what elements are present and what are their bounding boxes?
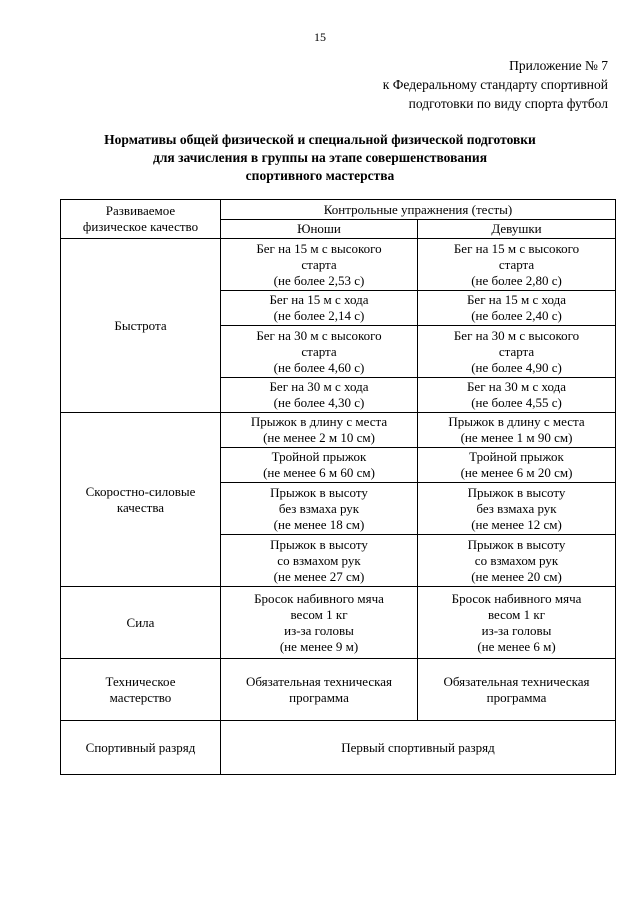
- boys-norm-line: Бег на 30 м с высокого: [256, 327, 382, 343]
- girls-norm-line: без взмаха рук: [476, 500, 557, 516]
- girls-norm-cell: [418, 448, 616, 483]
- girls-norm-line: (не более 4,55 с): [471, 395, 562, 410]
- appendix-line: Приложение № 7: [509, 58, 608, 73]
- header-quality-line: Развиваемое: [105, 203, 176, 218]
- boys-norm-line: Прыжок в высоту: [270, 536, 368, 552]
- girls-norm-line: старта: [498, 256, 535, 272]
- girls-norm-line: Прыжок в высоту: [467, 536, 566, 552]
- quality-cell: [61, 659, 221, 721]
- girls-norm-cell: [418, 326, 616, 378]
- quality-line: Сила: [126, 614, 155, 630]
- girls-norm-line: Бег на 30 м с высокого: [453, 327, 580, 343]
- header-quality-cell: [61, 200, 221, 239]
- rank-row: [61, 721, 616, 775]
- girls-norm-line: Бег на 30 м с хода: [466, 379, 567, 394]
- girls-norm-line: Прыжок в длину с места: [448, 414, 585, 429]
- girls-norm-line: (не более 4,90 с): [471, 359, 562, 375]
- girls-norm-cell: [418, 378, 616, 413]
- boys-norm-line: программа: [289, 689, 349, 705]
- girls-norm-cell: [418, 587, 616, 659]
- document-title: [0, 131, 640, 185]
- boys-norm-line: со взмахом рук: [277, 552, 361, 568]
- girls-norm-line: (не более 2,80 с): [471, 272, 562, 288]
- boys-norm-line: Прыжок в высоту: [270, 484, 368, 500]
- girls-norm-line: Обязательная техническая: [443, 673, 590, 689]
- girls-norm-line: (не более 2,40 с): [471, 308, 562, 323]
- boys-norm-cell: [221, 378, 418, 413]
- boys-norm-cell: [221, 448, 418, 483]
- girls-norm-cell: [418, 535, 616, 587]
- quality-cell: [61, 413, 221, 587]
- header-quality-line: физическое качество: [82, 219, 199, 234]
- boys-norm-line: Обязательная техническая: [245, 673, 392, 689]
- boys-norm-line: (не более 4,30 с): [273, 395, 365, 410]
- appendix-note: [383, 56, 608, 113]
- girls-norm-cell: [418, 239, 616, 291]
- girls-norm-cell: [418, 659, 616, 721]
- title-line: Нормативы общей физической и специальной физической подготовки: [104, 132, 536, 147]
- boys-norm-line: без взмаха рук: [278, 500, 360, 516]
- girls-norm-line: (не менее 12 см): [471, 516, 562, 532]
- boys-norm-line: старта: [301, 343, 337, 359]
- boys-norm-cell: [221, 535, 418, 587]
- girls-norm-line: (не менее 6 м): [477, 638, 556, 654]
- girls-norm-line: из-за головы: [481, 622, 552, 638]
- boys-norm-line: Бег на 15 м с хода: [269, 292, 369, 307]
- girls-norm-line: Тройной прыжок: [469, 449, 564, 464]
- header-boys-cell: Юноши: [221, 220, 418, 239]
- boys-norm-line: (не менее 18 см): [273, 516, 365, 532]
- rank-value-cell: Первый спортивный разряд: [221, 721, 616, 775]
- boys-norm-line: весом 1 кг: [290, 606, 348, 622]
- girls-norm-line: программа: [486, 689, 547, 705]
- girls-norm-cell: [418, 413, 616, 448]
- appendix-line: подготовки по виду спорта футбол: [408, 96, 608, 111]
- quality-line: Быстрота: [114, 317, 167, 333]
- boys-norm-line: Бег на 15 м с высокого: [256, 240, 382, 256]
- rank-label-cell: Спортивный разряд: [61, 721, 221, 775]
- quality-line: качества: [116, 499, 165, 515]
- boys-norm-line: старта: [301, 256, 337, 272]
- boys-norm-line: Бег на 30 м с хода: [269, 379, 369, 394]
- table-row: [61, 587, 616, 659]
- quality-cell: [61, 587, 221, 659]
- boys-norm-line: (не менее 9 м): [279, 638, 359, 654]
- girls-norm-cell: [418, 483, 616, 535]
- girls-norm-line: (не менее 20 см): [471, 568, 562, 584]
- table-row: [61, 413, 616, 448]
- boys-norm-cell: [221, 291, 418, 326]
- quality-line: Скоростно-силовые: [85, 483, 196, 499]
- header-exercises-cell: Контрольные упражнения (тесты): [221, 200, 616, 220]
- boys-norm-line: (не менее 6 м 60 см): [263, 465, 375, 480]
- boys-norm-line: Бросок набивного мяча: [254, 590, 384, 606]
- boys-norm-line: (не более 2,14 с): [273, 308, 365, 323]
- boys-norm-line: (не более 4,60 с): [273, 359, 365, 375]
- girls-norm-line: Бег на 15 м с высокого: [453, 240, 580, 256]
- title-line: спортивного мастерства: [245, 168, 395, 183]
- boys-norm-cell: [221, 587, 418, 659]
- girls-norm-line: весом 1 кг: [487, 606, 546, 622]
- girls-norm-line: (не менее 6 м 20 см): [460, 465, 573, 480]
- boys-norm-line: Тройной прыжок: [271, 449, 367, 464]
- norms-table: [60, 199, 616, 775]
- quality-line: мастерство: [109, 689, 172, 705]
- boys-norm-line: (не менее 2 м 10 см): [263, 430, 375, 445]
- girls-norm-line: (не менее 1 м 90 см): [460, 430, 573, 445]
- girls-norm-line: Прыжок в высоту: [467, 484, 566, 500]
- boys-norm-line: (не менее 27 см): [273, 568, 365, 584]
- title-line: для зачисления в группы на этапе совершенствования: [153, 150, 487, 165]
- quality-line: Техническое: [105, 673, 176, 689]
- boys-norm-line: из-за головы: [284, 622, 354, 638]
- quality-cell: [61, 239, 221, 413]
- boys-norm-cell: [221, 239, 418, 291]
- boys-norm-line: Прыжок в длину с места: [250, 414, 388, 429]
- boys-norm-cell: [221, 326, 418, 378]
- boys-norm-line: (не более 2,53 с): [273, 272, 365, 288]
- boys-norm-cell: [221, 659, 418, 721]
- girls-norm-line: со взмахом рук: [474, 552, 559, 568]
- page-number: 15: [314, 30, 326, 44]
- table-row: [61, 239, 616, 291]
- boys-norm-cell: [221, 413, 418, 448]
- table-header-row: [61, 200, 616, 220]
- header-girls-cell: Девушки: [418, 220, 616, 239]
- girls-norm-line: Бег на 15 м с хода: [466, 292, 567, 307]
- boys-norm-cell: [221, 483, 418, 535]
- girls-norm-cell: [418, 291, 616, 326]
- girls-norm-line: Бросок набивного мяча: [451, 590, 582, 606]
- girls-norm-line: старта: [498, 343, 535, 359]
- appendix-line: к Федеральному стандарту спортивной: [382, 77, 608, 92]
- table-row: [61, 659, 616, 721]
